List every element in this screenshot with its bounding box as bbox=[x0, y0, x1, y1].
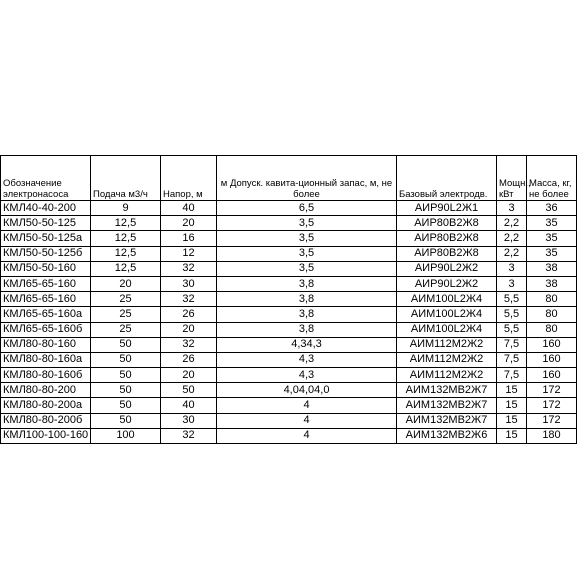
cell-power: 2,2 bbox=[497, 231, 527, 246]
table-row bbox=[1, 322, 577, 337]
cell-designation: КМЛ65-65-160б bbox=[1, 322, 91, 337]
cell-mass: 35 bbox=[527, 231, 577, 246]
cell-motor: АИМ100L2Ж4 bbox=[397, 307, 497, 322]
cell-flow: 100 bbox=[91, 428, 161, 443]
cell-mass: 38 bbox=[527, 261, 577, 276]
cell-motor: АИМ132МВ2Ж7 bbox=[397, 398, 497, 413]
cell-power: 15 bbox=[497, 413, 527, 428]
cell-flow: 50 bbox=[91, 398, 161, 413]
cell-flow: 12,5 bbox=[91, 216, 161, 231]
cell-head: 26 bbox=[161, 307, 217, 322]
cell-mass: 80 bbox=[527, 292, 577, 307]
cell-power: 15 bbox=[497, 398, 527, 413]
cell-motor: АИМ112М2Ж2 bbox=[397, 368, 497, 383]
header-head: Напор, м bbox=[161, 156, 217, 201]
cell-head: 26 bbox=[161, 352, 217, 367]
cell-designation: КМЛ80-80-200б bbox=[1, 413, 91, 428]
cell-flow: 25 bbox=[91, 292, 161, 307]
cell-motor: АИР90L2Ж1 bbox=[397, 201, 497, 216]
header-npsh: м Допуск. кавита-ционный запас, м, не более bbox=[217, 156, 397, 201]
cell-mass: 180 bbox=[527, 428, 577, 443]
cell-npsh: 3,8 bbox=[217, 307, 397, 322]
cell-mass: 172 bbox=[527, 398, 577, 413]
cell-motor: АИМ100L2Ж4 bbox=[397, 322, 497, 337]
cell-npsh: 4,3 bbox=[217, 368, 397, 383]
cell-designation: КМЛ50-50-125 bbox=[1, 216, 91, 231]
cell-designation: КМЛ65-65-160а bbox=[1, 307, 91, 322]
cell-power: 7,5 bbox=[497, 352, 527, 367]
cell-mass: 38 bbox=[527, 276, 577, 291]
cell-designation: КМЛ80-80-200а bbox=[1, 398, 91, 413]
cell-npsh: 4,3 bbox=[217, 352, 397, 367]
cell-flow: 20 bbox=[91, 276, 161, 291]
cell-motor: АИР90L2Ж2 bbox=[397, 261, 497, 276]
cell-head: 20 bbox=[161, 368, 217, 383]
cell-head: 12 bbox=[161, 246, 217, 261]
cell-head: 20 bbox=[161, 216, 217, 231]
header-mass: Масса, кг, не более bbox=[527, 156, 577, 201]
cell-power: 5,5 bbox=[497, 292, 527, 307]
header-row bbox=[1, 156, 577, 201]
cell-flow: 9 bbox=[91, 201, 161, 216]
cell-flow: 50 bbox=[91, 383, 161, 398]
cell-motor: АИМ112М2Ж2 bbox=[397, 337, 497, 352]
header-power: Мощн., кВт bbox=[497, 156, 527, 201]
cell-power: 3 bbox=[497, 261, 527, 276]
cell-head: 20 bbox=[161, 322, 217, 337]
cell-head: 30 bbox=[161, 276, 217, 291]
table-row bbox=[1, 307, 577, 322]
cell-mass: 35 bbox=[527, 216, 577, 231]
cell-motor: АИМ132МВ2Ж7 bbox=[397, 383, 497, 398]
header-motor: Базовый электродв. bbox=[397, 156, 497, 201]
cell-designation: КМЛ80-80-160 bbox=[1, 337, 91, 352]
cell-power: 7,5 bbox=[497, 368, 527, 383]
cell-power: 5,5 bbox=[497, 307, 527, 322]
cell-mass: 160 bbox=[527, 352, 577, 367]
cell-power: 7,5 bbox=[497, 337, 527, 352]
cell-motor: АИМ112М2Ж2 bbox=[397, 352, 497, 367]
cell-motor: АИР90L2Ж2 bbox=[397, 276, 497, 291]
cell-npsh: 4,34,3 bbox=[217, 337, 397, 352]
cell-npsh: 3,8 bbox=[217, 292, 397, 307]
cell-designation: КМЛ80-80-200 bbox=[1, 383, 91, 398]
cell-head: 32 bbox=[161, 428, 217, 443]
cell-head: 32 bbox=[161, 337, 217, 352]
cell-power: 3 bbox=[497, 276, 527, 291]
cell-mass: 80 bbox=[527, 307, 577, 322]
cell-npsh: 3,5 bbox=[217, 216, 397, 231]
cell-npsh: 4 bbox=[217, 428, 397, 443]
cell-head: 40 bbox=[161, 201, 217, 216]
table-row bbox=[1, 428, 577, 443]
cell-motor: АИР80В2Ж8 bbox=[397, 231, 497, 246]
cell-head: 32 bbox=[161, 292, 217, 307]
cell-head: 30 bbox=[161, 413, 217, 428]
cell-head: 16 bbox=[161, 231, 217, 246]
cell-npsh: 3,5 bbox=[217, 246, 397, 261]
cell-designation: КМЛ50-50-125б bbox=[1, 246, 91, 261]
cell-npsh: 4,04,04,0 bbox=[217, 383, 397, 398]
cell-head: 32 bbox=[161, 261, 217, 276]
table-row bbox=[1, 398, 577, 413]
pump-specs-table bbox=[0, 155, 577, 444]
cell-mass: 172 bbox=[527, 413, 577, 428]
cell-mass: 160 bbox=[527, 368, 577, 383]
cell-designation: КМЛ80-80-160а bbox=[1, 352, 91, 367]
table-row bbox=[1, 276, 577, 291]
cell-designation: КМЛ65-65-160 bbox=[1, 292, 91, 307]
table-row bbox=[1, 368, 577, 383]
cell-mass: 80 bbox=[527, 322, 577, 337]
cell-designation: КМЛ50-50-160 bbox=[1, 261, 91, 276]
cell-flow: 50 bbox=[91, 337, 161, 352]
cell-npsh: 4 bbox=[217, 413, 397, 428]
cell-designation: КМЛ50-50-125а bbox=[1, 231, 91, 246]
cell-designation: КМЛ65-65-160 bbox=[1, 276, 91, 291]
cell-motor: АИР80В2Ж8 bbox=[397, 216, 497, 231]
cell-power: 2,2 bbox=[497, 246, 527, 261]
cell-flow: 50 bbox=[91, 413, 161, 428]
cell-mass: 36 bbox=[527, 201, 577, 216]
cell-power: 3 bbox=[497, 201, 527, 216]
cell-mass: 172 bbox=[527, 383, 577, 398]
table-row bbox=[1, 231, 577, 246]
cell-flow: 50 bbox=[91, 352, 161, 367]
cell-head: 40 bbox=[161, 398, 217, 413]
cell-head: 50 bbox=[161, 383, 217, 398]
cell-npsh: 3,8 bbox=[217, 322, 397, 337]
cell-npsh: 3,8 bbox=[217, 276, 397, 291]
cell-npsh: 4 bbox=[217, 398, 397, 413]
table-row bbox=[1, 383, 577, 398]
cell-flow: 50 bbox=[91, 368, 161, 383]
cell-power: 15 bbox=[497, 383, 527, 398]
table-row bbox=[1, 292, 577, 307]
cell-power: 2,2 bbox=[497, 216, 527, 231]
table-row bbox=[1, 352, 577, 367]
cell-flow: 12,5 bbox=[91, 231, 161, 246]
cell-designation: КМЛ80-80-160б bbox=[1, 368, 91, 383]
table-row bbox=[1, 201, 577, 216]
header-flow: Подача м3/ч bbox=[91, 156, 161, 201]
cell-mass: 160 bbox=[527, 337, 577, 352]
table-row bbox=[1, 413, 577, 428]
cell-power: 15 bbox=[497, 428, 527, 443]
cell-mass: 35 bbox=[527, 246, 577, 261]
cell-npsh: 3,5 bbox=[217, 261, 397, 276]
cell-designation: КМЛ100-100-160 bbox=[1, 428, 91, 443]
cell-designation: КМЛ40-40-200 bbox=[1, 201, 91, 216]
table-row bbox=[1, 216, 577, 231]
table-row bbox=[1, 337, 577, 352]
cell-npsh: 6,5 bbox=[217, 201, 397, 216]
cell-motor: АИР80В2Ж8 bbox=[397, 246, 497, 261]
cell-flow: 12,5 bbox=[91, 246, 161, 261]
table-row bbox=[1, 261, 577, 276]
cell-flow: 12,5 bbox=[91, 261, 161, 276]
cell-flow: 25 bbox=[91, 322, 161, 337]
cell-power: 5,5 bbox=[497, 322, 527, 337]
cell-npsh: 3,5 bbox=[217, 231, 397, 246]
header-designation: Обозначение электронасоса bbox=[1, 156, 91, 201]
cell-motor: АИМ100L2Ж4 bbox=[397, 292, 497, 307]
cell-motor: АИМ132МВ2Ж6 bbox=[397, 428, 497, 443]
table-row bbox=[1, 246, 577, 261]
cell-flow: 25 bbox=[91, 307, 161, 322]
cell-motor: АИМ132МВ2Ж7 bbox=[397, 413, 497, 428]
